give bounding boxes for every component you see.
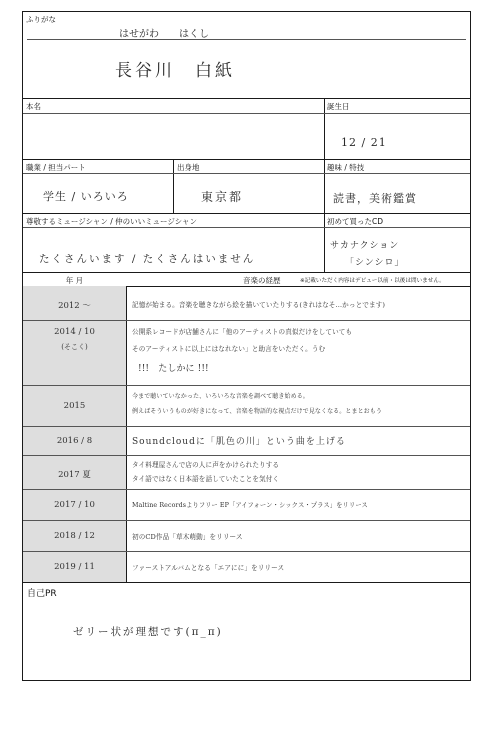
real-name-label: 本名	[26, 102, 41, 111]
birthday-label: 誕生日	[327, 102, 350, 111]
row-divider	[23, 98, 470, 99]
musicians-label: 尊敬するミュージシャン / 仲のいいミュージシャン	[26, 217, 198, 226]
row-divider	[23, 213, 470, 214]
label-divider	[23, 227, 470, 228]
label-divider	[23, 113, 470, 114]
history-event: 記憶が始まる。音楽を聴きながら絵を描いていたりする(きれはなそ…かっとでます)	[132, 301, 386, 309]
row-divider	[23, 159, 470, 160]
artist-profile-sheet	[22, 11, 471, 681]
history-event: Soundcloudに「肌色の川」という曲を上げる	[132, 437, 346, 447]
history-year: 2015	[63, 401, 86, 411]
self-pr-label: 自己PR	[27, 589, 57, 599]
history-event: 初のCD作品「草木萌動」をリリース	[132, 533, 243, 541]
column-divider	[324, 159, 325, 213]
artist-name: 長谷川 白紙	[115, 61, 235, 81]
history-row-divider	[23, 489, 470, 490]
furigana-divider	[27, 39, 466, 40]
history-year-note: (そこく)	[61, 343, 88, 351]
history-row-divider	[23, 320, 470, 321]
history-event: 今まで聴いていなかった、いろいろな音楽を調べて聴き始める。	[132, 393, 309, 400]
history-note: ※記載いただく内容はデビュー以前・以後は問いません。	[300, 278, 445, 284]
history-year: 2018 / 12	[54, 531, 95, 541]
history-year: 2017 / 10	[54, 500, 95, 510]
history-year: 2012 〜	[58, 301, 91, 311]
birthplace-label: 出身地	[177, 163, 200, 172]
musicians-value: たくさんいます / たくさんはいません	[39, 253, 256, 265]
history-year: 2014 / 10	[54, 327, 95, 337]
history-event: そのアーティストに以上にはなれない」と助言をいただく。うむ	[132, 345, 326, 353]
history-label: 音楽の経歴	[243, 276, 281, 285]
first-cd-title: 「シンシロ」	[345, 258, 405, 268]
occupation-value: 学生 / いろいろ	[43, 190, 129, 203]
history-event: タイ料理屋さんで店の人に声をかけられたりする	[132, 461, 280, 469]
row-divider	[23, 272, 470, 273]
history-event: タイ語ではなく日本語を話していたことを気付く	[132, 475, 280, 483]
row-divider	[23, 582, 470, 583]
first-cd-label: 初めて買ったCD	[327, 217, 384, 226]
history-event: 例えばそういうものが好きになって、音楽を物語的な視点だけで見なくなる。とまとおもう	[132, 408, 382, 415]
history-row-divider	[23, 426, 470, 427]
column-divider	[173, 159, 174, 213]
hobby-label: 趣味 / 特技	[327, 163, 365, 172]
history-year: 2017 夏	[58, 470, 91, 480]
history-event: 公開系レコードが店舗さんに「他のアーティストの真似だけをしていても	[132, 328, 353, 336]
first-cd-artist: サカナクション	[330, 241, 400, 251]
year-month-label: 年 月	[65, 276, 84, 285]
history-row-divider	[23, 385, 470, 386]
occupation-label: 職業 / 担当パート	[26, 163, 86, 172]
history-event: Maltine Recordsよりフリー EP「アイフォーン・シックス・プラス」をリリース	[132, 502, 368, 509]
birthplace-value: 東京都	[201, 190, 244, 204]
history-event: ファーストアルバムとなる「エアにに」をリリース	[132, 564, 285, 572]
history-year: 2019 / 11	[54, 562, 95, 572]
furigana-given: はくし	[179, 29, 209, 40]
history-year: 2016 / 8	[56, 436, 93, 446]
furigana-family: はせがわ	[119, 29, 159, 40]
history-event: !!! たしかに !!!	[138, 364, 209, 374]
self-pr-value: ゼリー状が理想です(π_π)	[73, 626, 223, 638]
label-divider	[23, 173, 470, 174]
hobby-value: 読書，美術鑑賞	[333, 192, 417, 205]
column-divider	[324, 98, 325, 159]
history-row-divider	[23, 551, 470, 552]
history-row-divider	[23, 520, 470, 521]
furigana-label: ふりがな	[26, 15, 56, 24]
history-row-divider	[23, 455, 470, 456]
column-divider	[324, 213, 325, 272]
history-column-divider	[126, 286, 127, 582]
birthday-value: 12 / 21	[341, 136, 387, 149]
